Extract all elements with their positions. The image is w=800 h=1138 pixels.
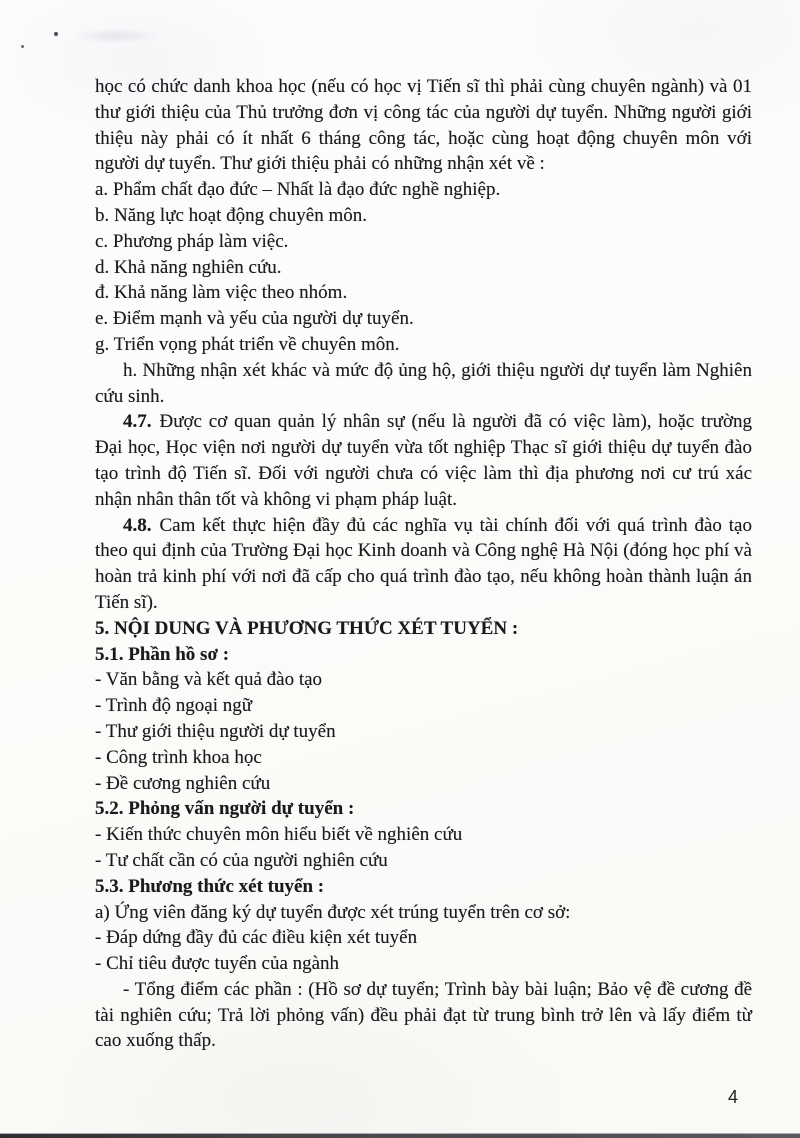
bullet-paragraph-total-score: - Tổng điểm các phần : (Hồ sơ dự tuyển; Trình bày bài luận; Bảo vệ đề cương đề tài nghiên cứu; Trả lời phỏng vấn) đều phải đạt từ trung bình trở lên và lấy điểm từ cao xuống thấp. [95, 978, 752, 1052]
list-item-d: d. Khả năng nghiên cứu. [95, 256, 282, 278]
list-item-a2: a) Ứng viên đăng ký dự tuyển được xét trúng tuyển trên cơ sở: [95, 901, 571, 923]
paragraph-continued: học có chức danh khoa học (nếu có học vị Tiến sĩ thì phải cùng chuyên ngành) và 01 thư giới thiệu của Thủ trưởng đơn vị công tác của người dự tuyển. Những người giới thiệu này phải có ít nhất 6 tháng công tác, hoặc cùng hoạt động chuyên môn với người dự tuyển. Thư giới thiệu phải có những nhận xét về : [95, 76, 752, 175]
scan-smudge [70, 28, 160, 44]
scan-speck [54, 32, 58, 36]
bullet-item: - Văn bằng và kết quả đào tạo [95, 669, 323, 691]
paragraph-4-8 [95, 513, 752, 616]
bullet-item: - Kiến thức chuyên môn hiểu biết về nghiên cứu [95, 824, 463, 846]
subsection-heading-5-1: 5.1. Phần hồ sơ : [95, 643, 230, 665]
bullet-item: - Thư giới thiệu người dự tuyển [95, 720, 336, 742]
list-item-dd: đ. Khả năng làm việc theo nhóm. [95, 282, 348, 304]
paragraph-text: Cam kết thực hiện đầy đủ các nghĩa vụ tài chính đối với quá trình đào tạo theo qui định của Trường Đại học Kinh doanh và Công nghệ Hà Nội (đóng học phí và hoàn trả kinh phí với nơi đã cấp cho quá trình đào tạo, nếu không hoàn thành luận án Tiến sĩ). [95, 514, 752, 613]
page-content [95, 74, 752, 1054]
bullet-item: - Đề cương nghiên cứu [95, 772, 271, 794]
bullet-item: - Công trình khoa học [95, 746, 262, 768]
paragraph-4-7 [95, 409, 752, 512]
page-number: 4 [727, 1087, 738, 1107]
section-heading-5: 5. NỘI DUNG VÀ PHƯƠNG THỨC XÉT TUYỂN : [95, 617, 519, 639]
subsection-heading-5-3: 5.3. Phương thức xét tuyển : [95, 875, 325, 897]
section-number: 4.8. [123, 514, 152, 536]
scan-bottom-edge [0, 1134, 800, 1138]
list-item-e: e. Điểm mạnh và yếu của người dự tuyển. [95, 308, 414, 330]
bullet-item: - Chỉ tiêu được tuyển của ngành [95, 953, 340, 975]
subsection-heading-5-2: 5.2. Phỏng vấn người dự tuyển : [95, 798, 355, 820]
section-number: 4.7. [123, 411, 152, 433]
scan-speck [21, 45, 24, 48]
list-item-a: a. Phẩm chất đạo đức – Nhất là đạo đức nghề nghiệp. [95, 179, 501, 201]
list-item-b: b. Năng lực hoạt động chuyên môn. [95, 204, 368, 226]
bullet-item: - Trình độ ngoại ngữ [95, 695, 253, 717]
list-item-g: g. Triển vọng phát triển về chuyên môn. [95, 333, 400, 355]
list-item-c: c. Phương pháp làm việc. [95, 230, 289, 252]
paragraph-text: Được cơ quan quản lý nhân sự (nếu là người đã có việc làm), hoặc trường Đại học, Học viện nơi người dự tuyển vừa tốt nghiệp Thạc sĩ giới thiệu dự tuyển đào tạo trình độ Tiến sĩ. Đối với người chưa có việc làm thì địa phương nơi cư trú xác nhận nhân thân tốt và không vi phạm pháp luật. [95, 411, 752, 510]
list-item-h: h. Những nhận xét khác và mức độ ủng hộ, giới thiệu người dự tuyển làm Nghiên cứu sinh. [95, 359, 752, 407]
bullet-item: - Tư chất cần có của người nghiên cứu [95, 849, 388, 871]
bullet-item: - Đáp dứng đầy đủ các điều kiện xét tuyển [95, 927, 418, 949]
